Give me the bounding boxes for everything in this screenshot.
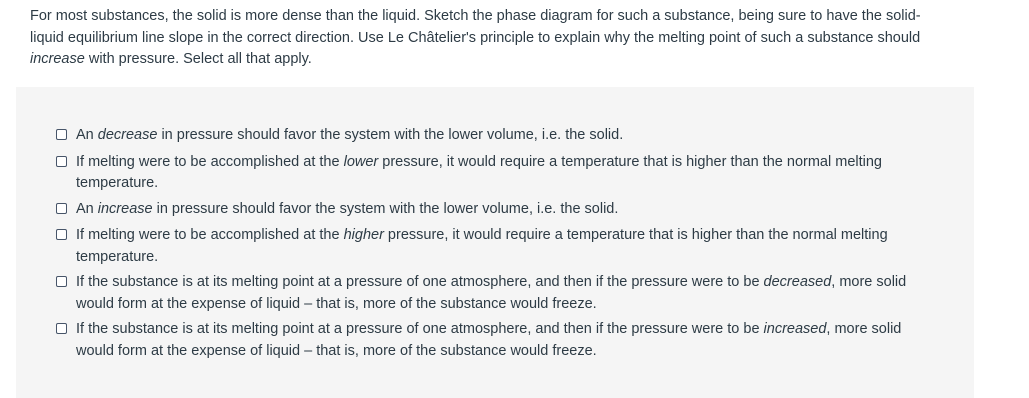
option-text: If the substance is at its melting point at a pressure of one atmosphere, and then if the pressure were to be	[76, 274, 764, 290]
option-checkbox[interactable]	[56, 323, 67, 334]
option-text: If the substance is at its melting point at a pressure of one atmosphere, and then if the pressure were to be	[76, 321, 764, 337]
option-checkbox[interactable]	[56, 156, 67, 167]
question-emphasis: increase	[30, 51, 85, 67]
option-checkbox[interactable]	[56, 276, 67, 287]
option-text: , more solid would form at the expense of liquid – that is, more of the substance would freeze.	[76, 321, 902, 359]
option-text: If melting were to be accomplished at the	[76, 227, 344, 243]
answer-options	[56, 125, 936, 362]
option-emphasis: decreased	[763, 274, 832, 290]
option-text: An	[76, 200, 98, 217]
option-5[interactable]	[56, 272, 936, 315]
option-emphasis: decrease	[97, 127, 158, 143]
option-text: in pressure should favor the system with the lower volume, i.e. the solid.	[152, 200, 619, 217]
option-checkbox[interactable]	[56, 203, 67, 214]
option-3[interactable]	[56, 199, 936, 221]
option-checkbox[interactable]	[56, 229, 67, 240]
question-text-part: For most substances, the solid is more dense than the liquid. Sketch the phase diagram for such a substance, being sure to have the solid-liquid equilibrium line slope in the correct direction. Use Le Châtelier's principle to explain why the melting point of such a substance should	[30, 8, 921, 46]
option-1[interactable]	[56, 125, 936, 147]
option-4[interactable]	[56, 225, 936, 268]
option-emphasis: increase	[97, 200, 153, 217]
option-emphasis: lower	[343, 153, 379, 170]
option-2[interactable]	[56, 152, 936, 195]
option-text: pressure, it would require a temperature that is higher than the normal melting temperature.	[76, 153, 882, 191]
option-text: in pressure should favor the system with the lower volume, i.e. the solid.	[157, 127, 624, 143]
option-text: An	[76, 127, 98, 143]
option-emphasis: higher	[343, 227, 384, 243]
option-text: , more solid would form at the expense of liquid – that is, more of the substance would freeze.	[76, 274, 907, 312]
option-checkbox[interactable]	[56, 129, 67, 140]
option-emphasis: increased	[763, 321, 827, 337]
question-text	[30, 6, 930, 71]
option-text: pressure, it would require a temperature that is higher than the normal melting temperature.	[76, 227, 888, 265]
option-text: If melting were to be accomplished at the	[76, 153, 344, 170]
option-6[interactable]	[56, 319, 936, 362]
question-text-part: with pressure. Select all that apply.	[84, 51, 312, 67]
